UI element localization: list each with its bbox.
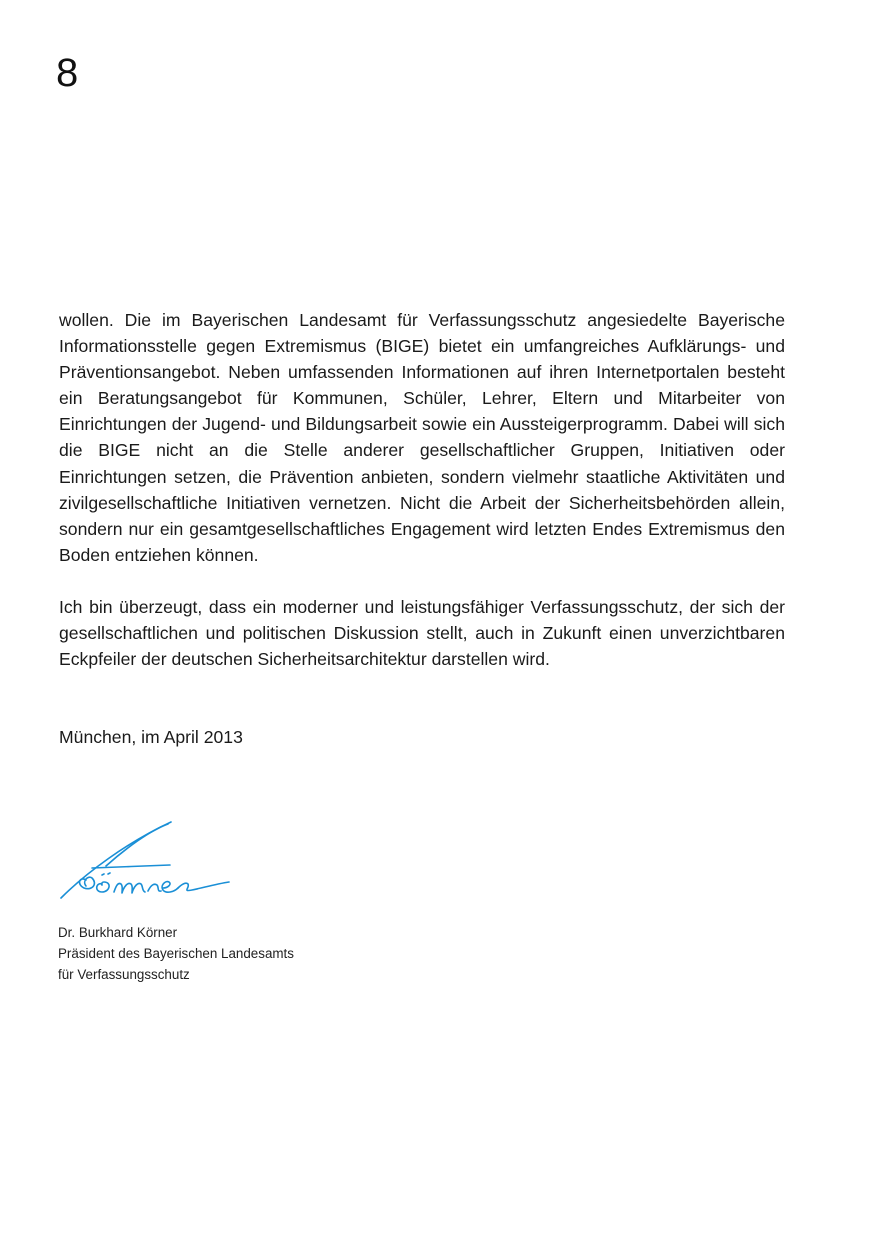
signature <box>56 818 236 908</box>
signature-stroke <box>148 884 161 891</box>
signer-title: Präsident des Bayerischen Landesamts <box>58 946 294 961</box>
signature-stroke <box>178 882 229 891</box>
body-text <box>59 307 785 672</box>
signature-stroke <box>108 873 110 874</box>
signer-block <box>58 922 294 985</box>
signature-strokes <box>61 822 229 898</box>
signature-stroke <box>97 882 109 892</box>
signature-stroke <box>92 865 170 868</box>
signature-stroke <box>106 824 168 866</box>
signature-stroke <box>102 874 104 875</box>
page-number: 8 <box>56 51 79 95</box>
signature-stroke <box>162 882 178 893</box>
paragraph: wollen. Die im Bayerischen Landesamt für Verfassungsschutz angesiedelte Bayerische Informationsstelle gegen Extremismus (BIGE) bietet ein umfangreiches Aufklärungs- und Präventionsangebot. Neben umfassenden Informationen auf ihren Internetportalen besteht ein Beratungsangebot für Kommunen, Schüler, Lehrer, Eltern und Mitarbeiter von Einrichtungen der Jugend- und Bildungsarbeit sowie ein Aussteigerprogramm. Dabei will sich die BIGE nicht an die Stelle anderer gesellschaftlicher Gruppen, Initiativen oder Einrichtungen setzen, die Prävention anbieten, sondern vielmehr staatliche Aktivitäten und zivilgesellschaftliche Initiativen vernetzen. Nicht die Arbeit der Sicherheitsbehörden allein, sondern nur ein gesamtgesellschaftliches Engagement wird letzten Endes Extremismus den Boden entziehen können. <box>59 310 785 565</box>
place-date: München, im April 2013 <box>59 727 243 747</box>
signer-title: für Verfassungsschutz <box>58 967 190 982</box>
signature-stroke <box>114 883 145 893</box>
signature-stroke <box>80 877 95 889</box>
signer-name: Dr. Burkhard Körner <box>58 925 178 940</box>
paragraph: Ich bin überzeugt, dass ein moderner und leistungsfähiger Verfassungsschutz, der sich der gesellschaftlichen und politischen Diskussion stellt, auch in Zukunft einen unverzichtbaren Eckpfeiler der deutschen Sicherheitsarchitektur darstellen wird. <box>59 596 785 670</box>
